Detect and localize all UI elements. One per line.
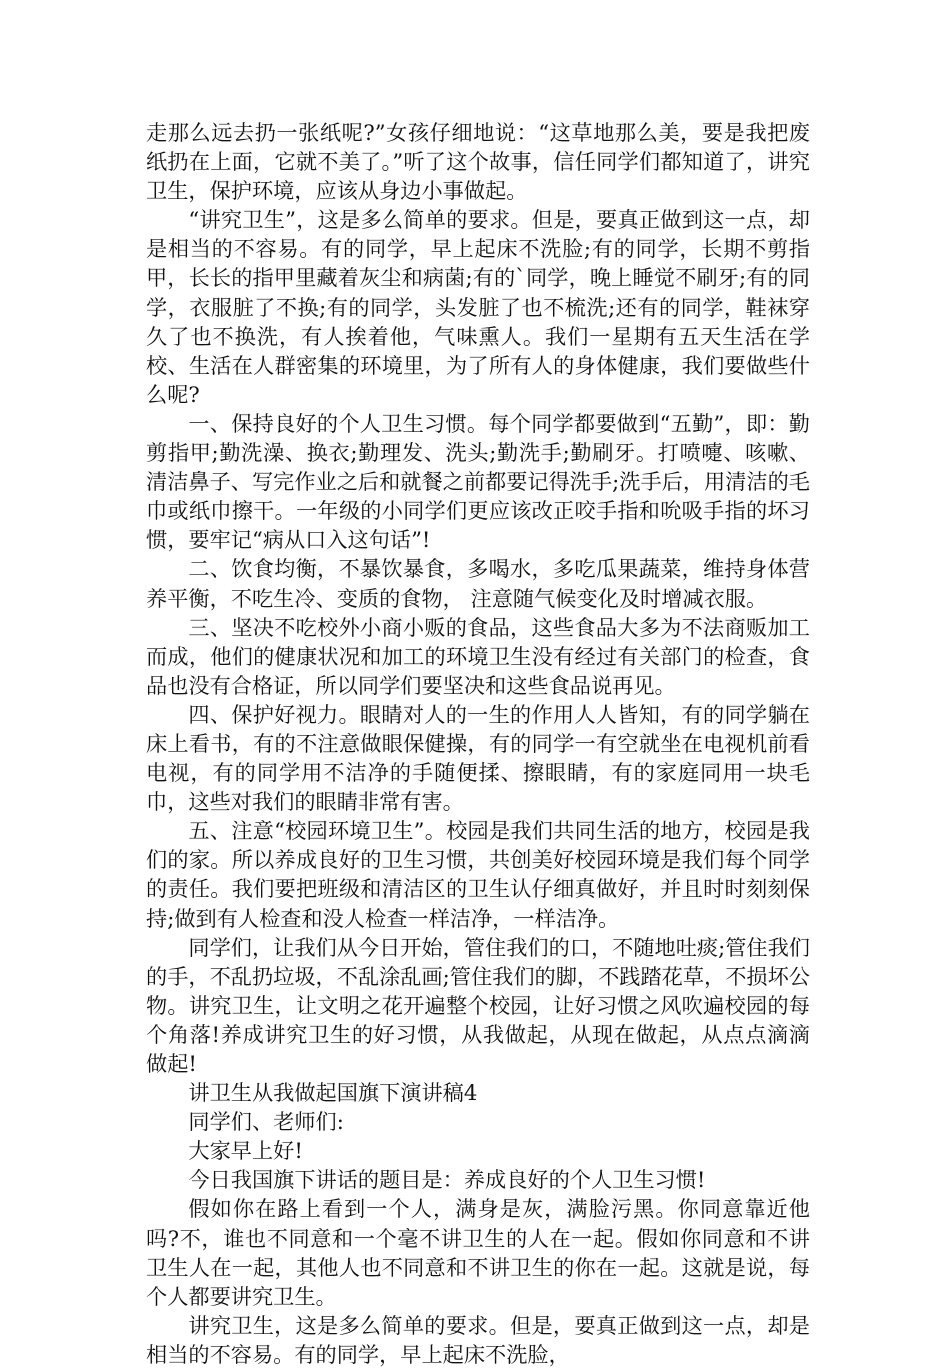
greeting: 大家早上好! [188,1138,303,1164]
paragraph-requirement: 讲究卫生，这是多么简单的要求。但是，要真正做到这一点，却是相当的不容易。有的同学，早上起床不洗脸， [146,1312,810,1367]
paragraph-closing: 同学们，让我们从今日开始，管住我们的口，不随地吐痰;管住我们的手，不乱扔垃圾，不乱涂乱画;管住我们的脚，不践踏花草，不损坏公物。讲究卫生，让文明之花开遍整个校园，让好习惯之风吹遍校园的每个角落!养成讲究卫生的好习惯，从我做起，从现在做起，从点点滴滴做起! [146,934,810,1076]
paragraph-point-one: 一、保持良好的个人卫生习惯。每个同学都要做到“五勤”，即：勤剪指甲;勤洗澡、换衣;勤理发、洗头;勤洗手;勤刷牙。打喷嚏、咳嗽、清洁鼻子、写完作业之后和就餐之前都要记得洗手;洗手后，用清洁的毛巾或纸巾擦干。一年级的小同学们更应该改正咬手指和吮吸手指的坏习惯，要牢记“病从口入这句话”! [146,410,810,553]
paragraph-point-two: 二、饮食均衡，不暴饮暴食，多喝水，多吃瓜果蔬菜，维持身体营养平衡，不吃生冷、变质的食物， 注意随气候变化及时增减衣服。 [146,556,810,611]
paragraph-point-three: 三、坚决不吃校外小商小贩的食品，这些食品大多为不法商贩加工而成，他们的健康状况和加工的环境卫生没有经过有关部门的检查，食品也没有合格证，所以同学们要坚决和这些食品说再见。 [146,614,810,698]
speech-topic: 今日我国旗下讲话的题目是：养成良好的个人卫生习惯! [188,1167,706,1193]
paragraph-hygiene-requirement: “讲究卫生”，这是多么简单的要求。但是，要真正做到这一点，却是相当的不容易。有的同学，早上起床不洗脸;有的同学，长期不剪指甲，长长的指甲里藏着灰尘和病菌;有的`同学，晚上睡觉不刷牙;有的同学，衣服脏了不换;有的同学，头发脏了也不梳洗;还有的同学，鞋袜穿久了也不换洗，有人挨着他，气味熏人。我们一星期有五天生活在学校、生活在人群密集的环境里，为了所有人的身体健康，我们要做些什么呢? [146,207,810,407]
paragraph-point-five: 五、注意“校园环境卫生”。校园是我们共同生活的地方，校园是我们的家。所以养成良好的卫生习惯，共创美好校园环境是我们每个同学的责任。我们要把班级和清洁区的卫生认仔细真做好，并且时时刻刻保持;做到有人检查和没人检查一样洁净，一样洁净。 [146,818,810,931]
document-body [146,118,810,1369]
speech-title: 讲卫生从我做起国旗下演讲稿4 [188,1080,478,1106]
salutation: 同学们、老师们: [188,1109,344,1135]
paragraph-continuation: 走那么远去扔一张纸呢?”女孩仔细地说：“这草地那么美，要是我把废纸扔在上面，它就不美了。”听了这个故事，信任同学们都知道了，讲究卫生，保护环境，应该从身边小事做起。 [146,120,810,204]
paragraph-point-four: 四、保护好视力。眼睛对人的一生的作用人人皆知，有的同学躺在床上看书，有的不注意做眼保健操，有的同学一有空就坐在电视机前看电视，有的同学用不洁净的手随便揉、擦眼睛，有的家庭同用一块毛巾，这些对我们的眼睛非常有害。 [146,701,810,815]
paragraph-intro: 假如你在路上看到一个人，满身是灰，满脸污黑。你同意靠近他吗?不，谁也不同意和一个毫不讲卫生的人在一起。假如你同意和不讲卫生人在一起，其他人也不同意和不讲卫生的你在一起。这就是说，每个人都要讲究卫生。 [146,1196,810,1309]
